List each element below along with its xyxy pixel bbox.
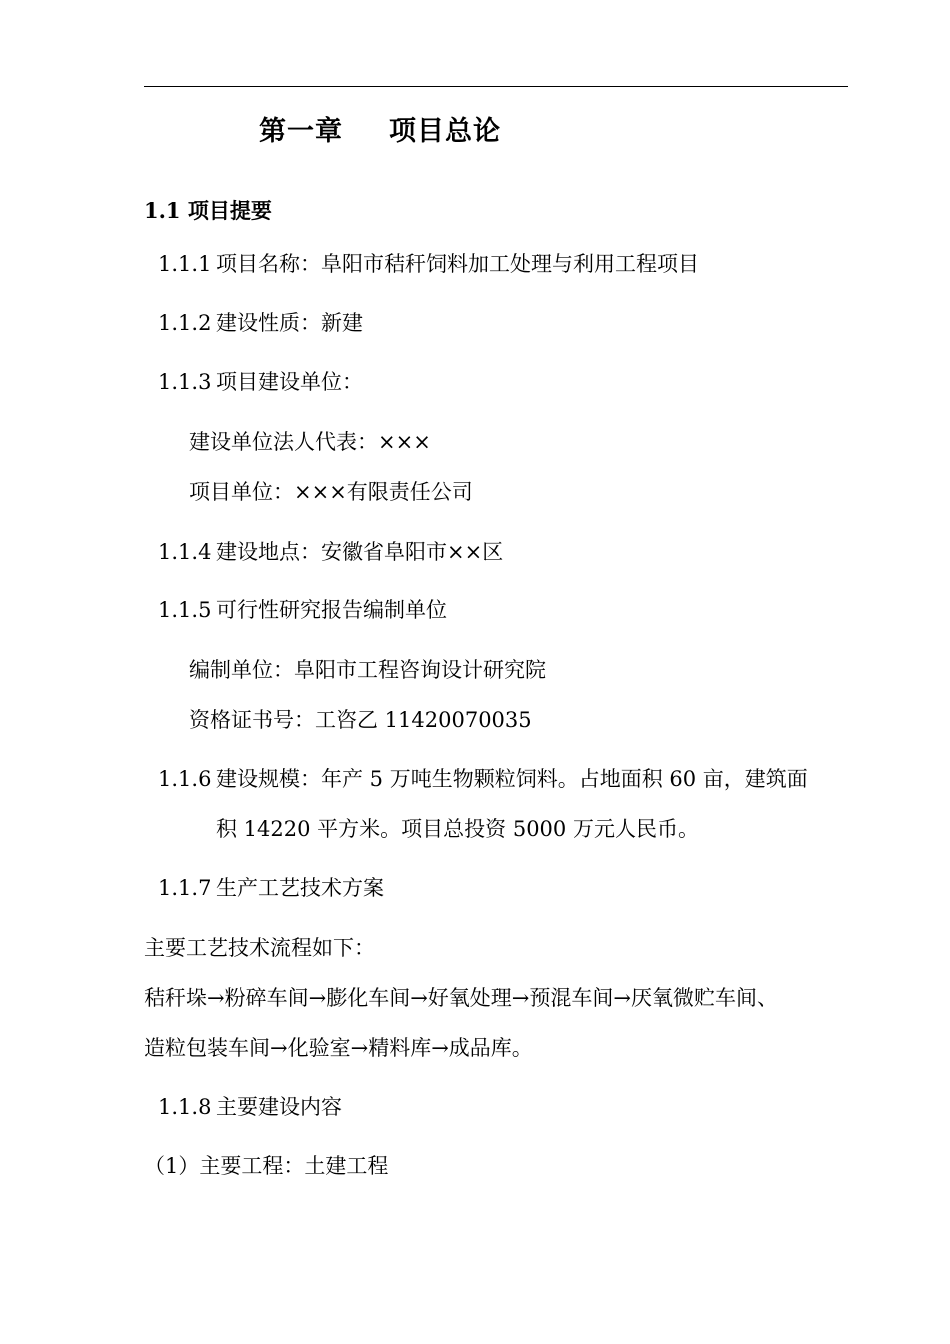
item-number: 1.1.6 <box>158 767 212 791</box>
chapter-heading <box>259 118 501 146</box>
header-rule <box>144 86 848 87</box>
item-number: 1.1.2 <box>158 311 212 335</box>
item-1-1-7 <box>158 874 384 902</box>
item-text: 建设性质：新建 <box>216 311 363 335</box>
process-flow-line-1: 秸秆垛→粉碎车间→膨化车间→好氧处理→预混车间→厌氧微贮车间、 <box>144 986 778 1010</box>
item-number: 1.1.5 <box>158 598 212 622</box>
compiling-unit: 编制单位：阜阳市工程咨询设计研究院 <box>189 658 546 682</box>
project-unit: 项目单位：×××有限责任公司 <box>189 480 473 504</box>
item-text: 生产工艺技术方案 <box>216 876 384 900</box>
item-text: 建设地点：安徽省阜阳市××区 <box>216 540 504 564</box>
item-number: 1.1.7 <box>158 876 212 900</box>
item-number: 1.1.4 <box>158 540 212 564</box>
item-number: 1.1.1 <box>158 252 212 276</box>
item-1-1-3 <box>158 368 363 396</box>
item-text: 项目名称：阜阳市秸秆饲料加工处理与利用工程项目 <box>216 252 699 276</box>
process-intro: 主要工艺技术流程如下： <box>144 936 375 960</box>
chapter-label: 第一章 <box>259 116 343 147</box>
main-works: （1）主要工程：土建工程 <box>144 1154 389 1178</box>
legal-representative: 建设单位法人代表：××× <box>189 430 431 454</box>
item-1-1-4 <box>158 538 503 566</box>
item-1-1-8 <box>158 1093 342 1121</box>
item-1-1-6-continued: 积 14220 平方米。项目总投资 5000 万元人民币。 <box>216 817 699 841</box>
item-number: 1.1.8 <box>158 1095 212 1119</box>
section-heading: 1.1 项目提要 <box>144 198 272 223</box>
item-text: 主要建设内容 <box>216 1095 342 1119</box>
item-text: 可行性研究报告编制单位 <box>216 598 447 622</box>
item-text: 项目建设单位： <box>216 370 363 394</box>
item-1-1-5 <box>158 596 447 624</box>
qualification-number: 资格证书号：工咨乙 11420070035 <box>189 708 532 732</box>
item-1-1-2 <box>158 309 363 337</box>
process-flow-line-2: 造粒包装车间→化验室→精料库→成品库。 <box>144 1036 533 1060</box>
chapter-title: 项目总论 <box>389 116 501 147</box>
item-1-1-1 <box>158 250 699 278</box>
item-number: 1.1.3 <box>158 370 212 394</box>
item-text: 建设规模：年产 5 万吨生物颗粒饲料。占地面积 60 亩，建筑面 <box>216 767 808 791</box>
item-1-1-6 <box>158 765 808 793</box>
